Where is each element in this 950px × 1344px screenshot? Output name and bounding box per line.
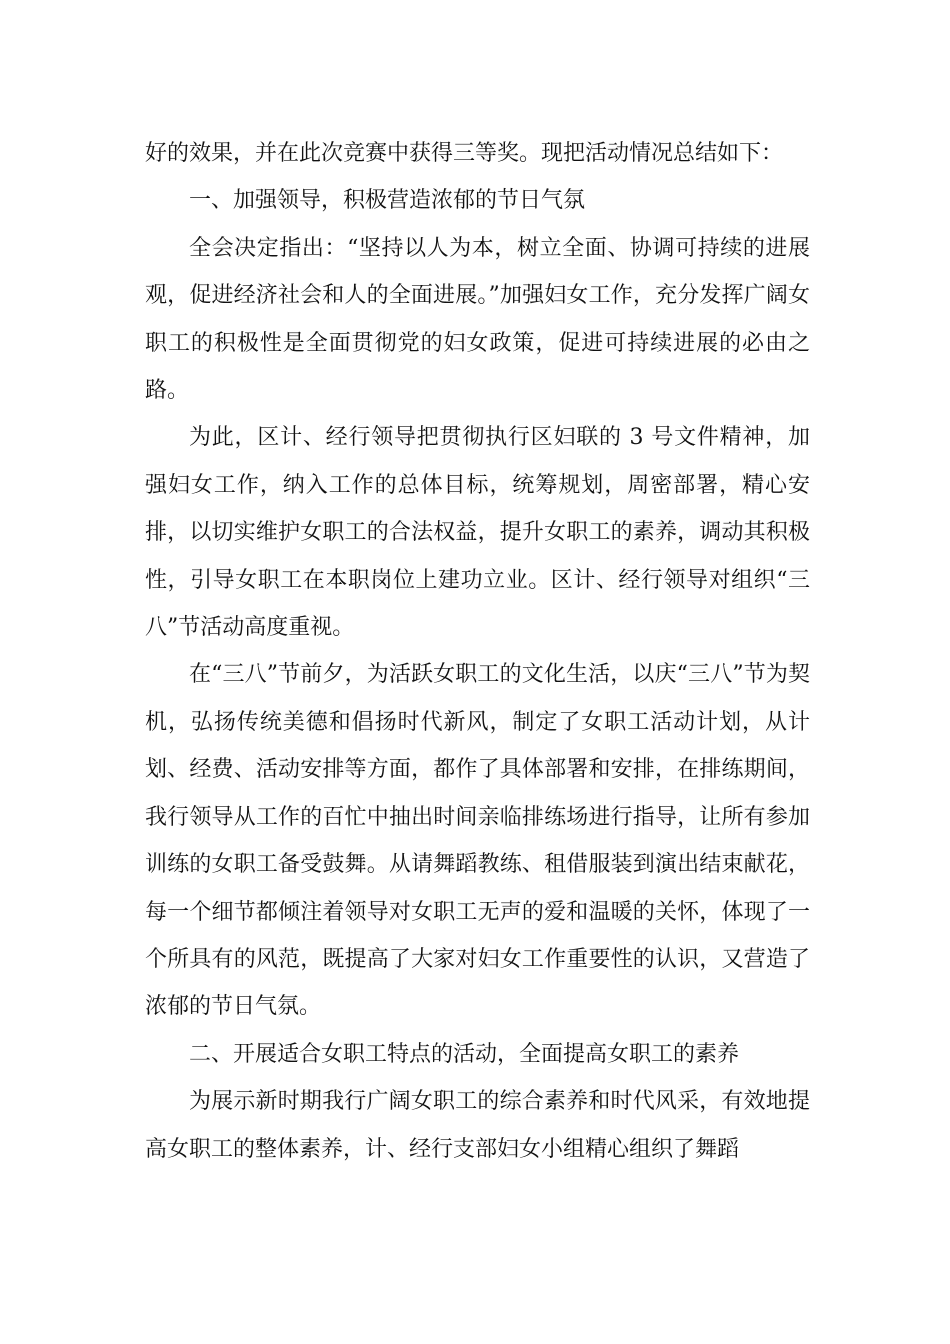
section-heading-1: 一、加强领导，积极营造浓郁的节日气氛	[189, 188, 586, 214]
section-heading-2: 二、开展适合女职工特点的活动，全面提高女职工的素养	[189, 1041, 740, 1067]
paragraph-continuation: 好的效果，并在此次竞赛中获得三等奖。现把活动情况总结如下：	[145, 141, 784, 166]
paragraph: 为此，区计、经行领导把贯彻执行区妇联的 3 号文件精神，加强妇女工作，纳入工作的总体目标，统筹规划，周密部署，精心安排，以切实维护女职工的合法权益，提升女职工的素养，调动其积极性，引导女职工在本职岗位上建功立业。区计、经行领导对组织“三八”节活动高度重视。	[145, 425, 810, 641]
paragraph: 全会决定指出：“坚持以人为本，树立全面、协调可持续的进展观，促进经济社会和人的全面进展。”加强妇女工作，充分发挥广阔女职工的积极性是全面贯彻党的妇女政策，促进可持续进展的必由之路。	[145, 235, 810, 404]
document-body	[145, 130, 810, 1173]
paragraph: 在“三八”节前夕，为活跃女职工的文化生活，以庆“三八”节为契机，弘扬传统美德和倡扬时代新风，制定了女职工活动计划，从计划、经费、活动安排等方面，都作了具体部署和安排，在排练期间，我行领导从工作的百忙中抽出时间亲临排练场进行指导，让所有参加训练的女职工备受鼓舞。从请舞蹈教练、租借服装到演出结束献花，每一个细节都倾注着领导对女职工无声的爱和温暖的关怀，体现了一个所具有的风范，既提高了大家对妇女工作重要性的认识，又营造了浓郁的节日气氛。	[145, 662, 810, 1020]
paragraph: 为展示新时期我行广阔女职工的综合素养和时代风采，有效地提高女职工的整体素养，计、经行支部妇女小组精心组织了舞蹈	[145, 1089, 810, 1162]
